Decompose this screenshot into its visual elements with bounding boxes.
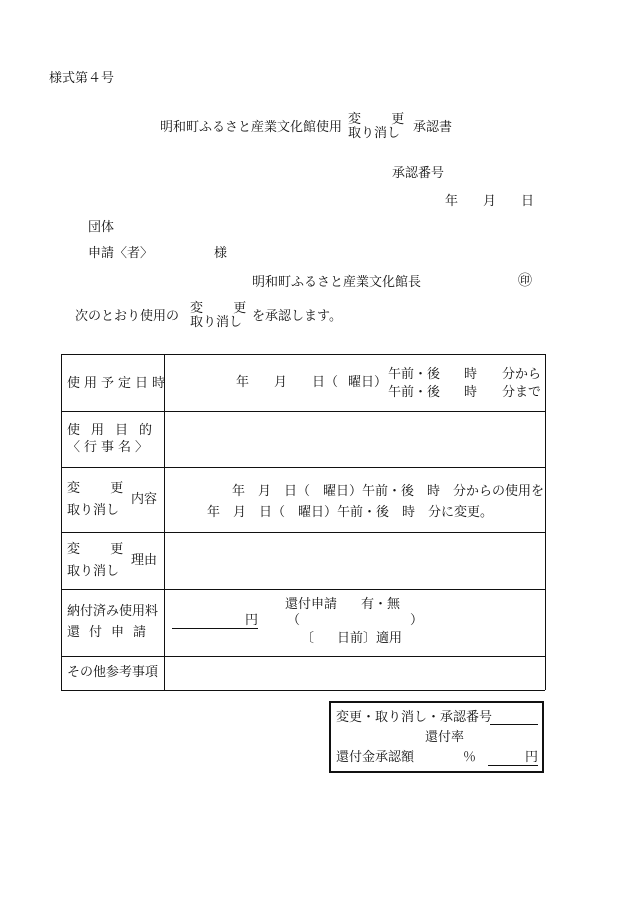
table-line — [61, 532, 545, 533]
row-label-change-cancel-content — [67, 482, 123, 518]
row1-minute-start: 分から — [502, 367, 542, 382]
row1-hour-end: 時 — [464, 385, 478, 400]
refund-paren-close: ） — [410, 613, 424, 628]
date-year: 年 — [445, 194, 459, 209]
row1-month: 月 — [274, 375, 288, 390]
row-label-event-name: 〈行事名〉 — [67, 440, 153, 455]
table-line — [61, 411, 545, 412]
row3-label-cancel: 取り消し — [67, 503, 120, 518]
row4-label-change-a: 変 — [67, 542, 81, 557]
table-line — [61, 589, 545, 590]
title-option-change-b: 更 — [391, 112, 405, 127]
row1-year: 年 — [236, 375, 250, 390]
row1-minute-end: 分まで — [502, 385, 542, 400]
honorific: 様 — [214, 246, 228, 261]
row-label-refund-request: 還付申請 — [67, 625, 156, 640]
row-label-scheduled-datetime: 使用予定日時 — [67, 376, 170, 391]
box-approval-number-label: 変更・取り消し・承認番号 — [336, 710, 493, 725]
title-suffix: 承認書 — [413, 120, 453, 135]
row3-label-content: 内容 — [131, 492, 158, 507]
statement-option-stack — [190, 302, 246, 330]
days-before-bracket: 〔 — [301, 631, 315, 646]
row4-label-change-b: 更 — [110, 542, 124, 557]
row3-content-line-2: 年 月 日（ 曜日）午前・後 時 分に変更。 — [207, 505, 494, 520]
row-label-paid-fee: 納付済み使用料 — [67, 604, 159, 619]
statement-prefix: 次のとおり使用の — [75, 309, 180, 324]
refund-yes-no: 有・無 — [361, 597, 401, 612]
table-line-top — [61, 354, 545, 355]
box-yen: 円 — [525, 750, 539, 765]
row1-ampm-start: 午前・後 — [388, 367, 441, 382]
director-name: 明和町ふるさと産業文化館長 — [252, 275, 422, 290]
statement-option-change-a: 変 — [190, 301, 204, 316]
table-line — [61, 467, 545, 468]
title-option-stack — [348, 113, 404, 141]
title-option-cancel: 取り消し — [348, 126, 401, 141]
row-label-purpose: 使用目的 — [67, 423, 164, 438]
paid-fee-yen: 円 — [245, 613, 259, 628]
row4-label-reason: 理由 — [131, 553, 158, 568]
seal-mark: ㊞ — [518, 273, 532, 289]
table-line — [61, 656, 545, 657]
row1-hour-start: 時 — [464, 367, 478, 382]
title-prefix: 明和町ふるさと産業文化館使用 — [160, 120, 343, 135]
row4-label-cancel: 取り消し — [67, 564, 120, 579]
row3-content-line-1: 年 月 日（ 曜日）午前・後 時 分からの使用を — [232, 484, 545, 499]
box-refund-amount-line — [488, 765, 538, 766]
title-option-change-a: 変 — [348, 112, 362, 127]
group-label: 団体 — [88, 220, 115, 235]
box-refund-amount-label: 還付金承認額 — [336, 750, 415, 765]
form-number: 様式第４号 — [49, 71, 115, 86]
statement-option-change-b: 更 — [233, 301, 247, 316]
date-month: 月 — [483, 194, 497, 209]
table-line-right — [545, 354, 546, 690]
row-label-other-notes: その他参考事項 — [67, 665, 159, 680]
table-line-bottom — [61, 690, 545, 691]
box-percent: ％ — [463, 750, 477, 765]
row1-day: 日（ — [312, 375, 339, 390]
box-refund-rate-label: 還付率 — [425, 730, 465, 745]
row3-label-change-a: 変 — [67, 481, 81, 496]
statement-suffix: を承認します。 — [252, 309, 342, 324]
statement-option-cancel: 取り消し — [190, 315, 243, 330]
table-line-left — [61, 354, 62, 690]
date-day: 日 — [521, 194, 535, 209]
row1-weekday: 曜日） — [348, 375, 388, 390]
box-approval-number-line — [490, 724, 538, 725]
table-line-divider — [164, 354, 165, 690]
refund-request-label: 還付申請 — [285, 597, 338, 612]
row3-label-change-b: 更 — [110, 481, 124, 496]
refund-paren-open: （ — [287, 613, 301, 628]
row-label-change-cancel-reason — [67, 543, 123, 579]
approval-number-label: 承認番号 — [392, 166, 445, 181]
row1-ampm-end: 午前・後 — [388, 385, 441, 400]
days-before-applied: 日前〕適用 — [337, 631, 403, 646]
paid-fee-amount-line — [172, 628, 258, 629]
applicant-label: 申請〈者〉 — [88, 246, 154, 261]
